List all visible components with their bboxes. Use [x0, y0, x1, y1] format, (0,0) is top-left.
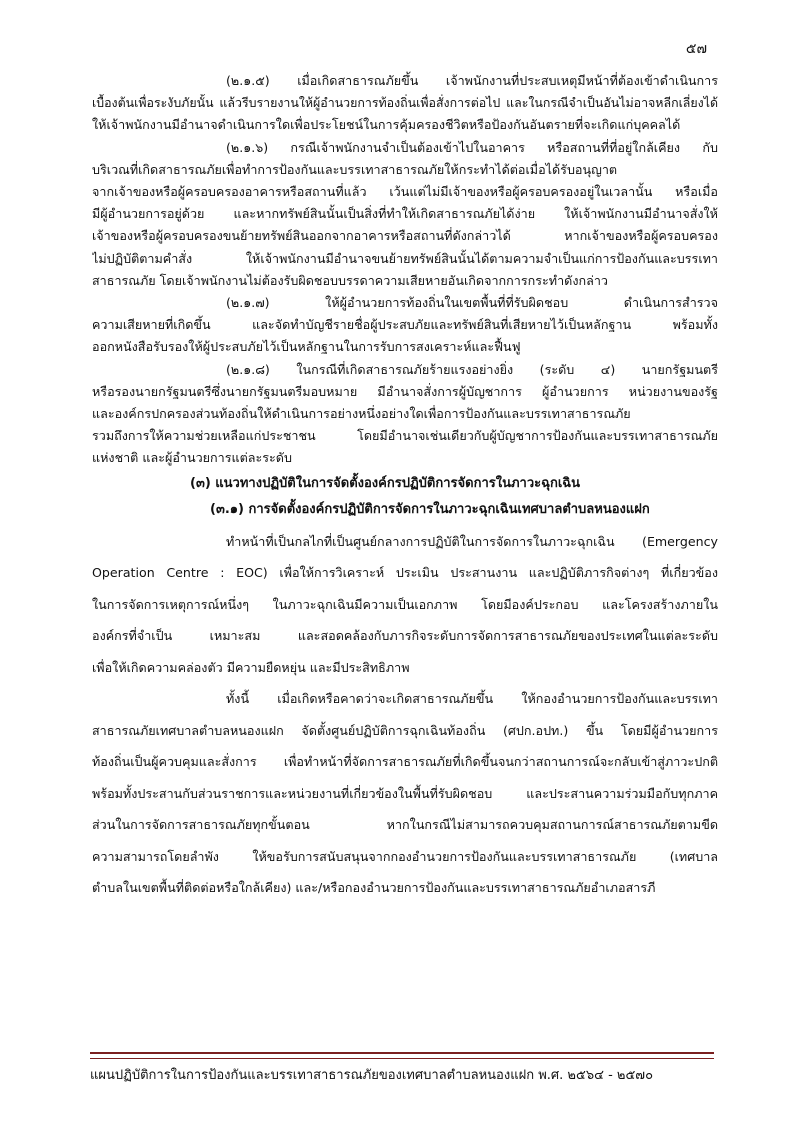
text-line: ให้เจ้าพนักงานมีอำนาจดำเนินการใดเพื่อประโยชน์ในการคุ้มครองชีวิตหรือป้องกันอันตรายที่จะเกิดแก่บุคคลได้ — [92, 117, 681, 133]
section-3-1-block — [92, 526, 718, 904]
text-line: เจ้าของหรือผู้ครอบครองขนย้ายทรัพย์สินออกจากอาคารหรือสถานที่ดังกล่าวได้ หากเจ้าของหรือผู้ครอบครอง — [92, 228, 718, 244]
text-line: หรือรองนายกรัฐมนตรีซึ่งนายกรัฐมนตรีมอบหมาย มีอำนาจสั่งการผู้บัญชาการ ผู้อำนวยการ หน่วยงานของรัฐ — [92, 383, 718, 399]
text-line: ท้องถิ่นเป็นผู้ควบคุมและสั่งการ เพื่อทำหน้าที่จัดการสาธารณภัยที่เกิดขึ้นจนกว่าสถานการณ์จะกลับเข้าสู่ภาวะปกติ — [92, 754, 718, 770]
text-line: ในการจัดการเหตุการณ์หนึ่งๆ ในภาวะฉุกเฉินมีความเป็นเอกภาพ โดยมีองค์ประกอบ และโครงสร้างภายใน — [92, 596, 718, 612]
paragraph-eoc — [92, 526, 718, 684]
text-line: จากเจ้าของหรือผู้ครอบครองอาคารหรือสถานที่แล้ว เว้นแต่ไม่มีเจ้าของหรือผู้ครอบครองอยู่ในเวลานั้น หรือเมื่อ — [92, 184, 718, 200]
text-line: พร้อมทั้งประสานกับส่วนราชการและหน่วยงานที่เกี่ยวข้องในพื้นที่รับผิดชอบ และประสานความร่วมมือกับทุกภาค — [92, 785, 718, 801]
text-line: สาธารณภัย โดยเจ้าพนักงานไม่ต้องรับผิดชอบบรรดาความเสียหายอันเกิดจากการกระทำดังกล่าว — [92, 272, 608, 288]
text-line: (๒.๑.๕) เมื่อเกิดสาธารณภัยขึ้น เจ้าพนักงานที่ประสบเหตุมีหน้าที่ต้องเข้าดำเนินการ — [226, 73, 718, 88]
text-line: (๒.๑.๖) กรณีเจ้าพนักงานจำเป็นต้องเข้าไปในอาคาร หรือสถานที่ที่อยู่ใกล้เคียง กับ — [226, 139, 718, 155]
section-heading-3: (๓) แนวทางปฏิบัติในการจัดตั้งองค์กรปฏิบัติการจัดการในภาวะฉุกเฉิน — [190, 475, 581, 491]
text-line: สาธารณภัยเทศบาลตำบลหนองแฝก จัดตั้งศูนย์ปฏิบัติการฉุกเฉินท้องถิ่น (ศปก.อปท.) ขึ้น โดยมีผู้อำนวยการ — [92, 722, 718, 738]
text-line: องค์กรที่จำเป็น เหมาะสม และสอดคล้องกับภารกิจระดับการจัดการสาธารณภัยของประเทศในแต่ละระดับ — [92, 628, 718, 644]
paragraph-local-eoc — [92, 683, 718, 904]
footer-divider-thin — [90, 1058, 714, 1059]
footer-divider — [90, 1052, 714, 1054]
paragraph-2-1-8 — [92, 359, 718, 470]
text-line: บริเวณที่เกิดสาธารณภัยเพื่อทำการป้องกันและบรรเทาสาธารณภัยให้กระทำได้ต่อเมื่อได้รับอนุญาต — [92, 161, 618, 177]
text-line: ความสามารถโดยลำพัง ให้ขอรับการสนับสนุนจากกองอำนวยการป้องกันและบรรเทาสาธารณภัย (เทศบาล — [92, 848, 718, 864]
text-line: และองค์กรปกครองส่วนท้องถิ่นให้ดำเนินการอย่างหนึ่งอย่างใดเพื่อการป้องกันและบรรเทาสาธารณภัย — [92, 406, 631, 422]
footer-title: แผนปฏิบัติการในการป้องกันและบรรเทาสาธารณภัยของเทศบาลตำบลหนองแฝก พ.ศ. ๒๕๖๔ - ๒๕๗๐ — [90, 1068, 654, 1083]
paragraph-2-1-7 — [92, 292, 718, 359]
text-line: ส่วนในการจัดการสาธารณภัยทุกขั้นตอน หากในกรณีไม่สามารถควบคุมสถานการณ์สาธารณภัยตามขีด — [92, 817, 718, 833]
text-line: ความเสียหายที่เกิดขึ้น และจัดทำบัญชีรายชื่อผู้ประสบภัยและทรัพย์สินที่เสียหายไว้เป็นหลักฐาน พร้อมทั้ง — [92, 317, 718, 333]
text-line: รวมถึงการให้ความช่วยเหลือแก่ประชาชน โดยมีอำนาจเช่นเดียวกับผู้บัญชาการป้องกันและบรรเทาสาธารณภัย — [92, 428, 718, 444]
page-number: ๕๗ — [685, 41, 707, 57]
text-line: เพื่อให้เกิดความคล่องตัว มีความยืดหยุ่น และมีประสิทธิภาพ — [92, 659, 410, 675]
text-line: มีผู้อำนวยการอยู่ด้วย และหากทรัพย์สินนั้นเป็นสิ่งที่ทำให้เกิดสาธารณภัยได้ง่าย ให้เจ้าพนักงานมีอำนาจสั่งให้ — [92, 206, 718, 222]
text-line: ตำบลในเขตพื้นที่ติดต่อหรือใกล้เคียง) และ/หรือกองอำนวยการป้องกันและบรรเทาสาธารณภัยอำเภอสารภี — [92, 880, 656, 896]
document-body — [92, 70, 718, 904]
text-line: Operation Centre : EOC) เพื่อให้การวิเคราะห์ ประเมิน ประสานงาน และปฏิบัติภารกิจต่างๆ ที่เกี่ยวข้อง — [92, 565, 718, 581]
text-line: (๒.๑.๘) ในกรณีที่เกิดสาธารณภัยร้ายแรงอย่างยิ่ง (ระดับ ๔) นายกรัฐมนตรี — [226, 361, 718, 377]
section-heading-3-1: (๓.๑) การจัดตั้งองค์กรปฏิบัติการจัดการในภาวะฉุกเฉินเทศบาลตำบลหนองแฝก — [210, 501, 650, 517]
text-line: ทำหน้าที่เป็นกลไกที่เป็นศูนย์กลางการปฏิบัติในการจัดการในภาวะฉุกเฉิน (Emergency — [226, 533, 718, 549]
paragraph-2-1-6 — [92, 137, 718, 292]
text-line: แห่งชาติ และผู้อำนวยการแต่ละระดับ — [92, 450, 292, 466]
paragraph-2-1-5 — [92, 70, 718, 137]
text-line: ทั้งนี้ เมื่อเกิดหรือคาดว่าจะเกิดสาธารณภัยขึ้น ให้กองอำนวยการป้องกันและบรรเทา — [226, 691, 718, 707]
text-line: (๒.๑.๗) ให้ผู้อำนวยการท้องถิ่นในเขตพื้นที่ที่รับผิดชอบ ดำเนินการสำรวจ — [226, 295, 718, 311]
section-2-1-block — [92, 70, 718, 470]
text-line: เบื้องต้นเพื่อระงับภัยนั้น แล้วรีบรายงานให้ผู้อำนวยการท้องถิ่นเพื่อสั่งการต่อไป และในกรณีจำเป็นอันไม่อาจหลีกเลี่ยงได้ — [92, 95, 718, 111]
text-line: ออกหนังสือรับรองให้ผู้ประสบภัยไว้เป็นหลักฐานในการรับการสงเคราะห์และฟื้นฟู — [92, 339, 521, 355]
text-line: ไม่ปฏิบัติตามคำสั่ง ให้เจ้าพนักงานมีอำนาจขนย้ายทรัพย์สินนั้นได้ตามความจำเป็นแก่การป้องกันและบรรเทา — [92, 250, 718, 266]
